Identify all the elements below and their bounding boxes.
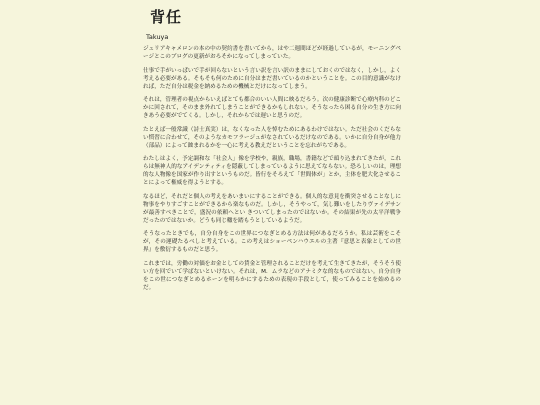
page-title: 背任 [150, 8, 183, 26]
article-body [143, 45, 401, 297]
paragraph: なるほど，それだと個人の考えをあいまいにすることができる。個人的な意見を衝突させることなしに物事をやりすごすことができるから楽なものだ。しかし，そうやって，気し難いをしたりヴァイデサンが最善すべきことで，盛況の依頼へとい きついてしまったのではないか。その結果が先の太平洋戦争だったのではないか。どうも同じ轍を踏もうとしているようだ。 [143, 193, 401, 224]
paragraph: それは，管理者の視点からいえばとても都合のいい人間に映るだろう。次の健康診断で心療内科のどこかに回されて，そのまま外れてしまうことができるかもしれない。そうなったら困る自分の生き方に向きあう必要がでてくる。しかし，それからでは遅いと思うのだ。 [143, 97, 401, 119]
paragraph: そうなったときでも，自分自身をこの世界につなぎとめる方法は何があるだろうか。私は芸術をこそが，その運礎たるべしと考えている。この考えはショーペンハウエルの主著『意思と表象としての世界』を敷衍するものだと思う。 [143, 231, 401, 253]
paragraph: これまでは，労働の対価をお金としての賃金と管理されることだけを考えて生きてきたが，そうそう使い方を回でいて学ばないといけない。それは，M．ムラなどのアナミクな的なものではない。自分自身をこの世につなぎとめるホーンを明らかにするための表現の手段として，使ってみることを始めるのだ。 [143, 260, 401, 291]
paragraph: わたしはよく，予定調和な「社会人」像を学校や，親族，職場，書籍などで頭り込まれてきたが，これらは無神人的なアイデンティティを隠蔽してしまっているように思えてならない。恐ろしいのは，理想的な人物像を国家が作り出すというものだ。皆行をそろえて「世間体が」とか，主体を肥大化させることによって権威を得ようとする。 [143, 156, 401, 186]
paragraph: 仕事で手がいっぱいで手が回らないという言い訳を言い訳のままにしておくのではなく，しかし，よく考える必要がある。そもそも何のために自分はまだ書いているのかということを。この目的意識がなければ，ただ自分は税金を納めるための機械とだけになってしまう。 [143, 67, 401, 90]
paragraph: ジュリアキャメロンの本の中の契約書を書いてから，はや二週間ほどが経過しているが，モーニングページとこのブログの更新がおろそかになってしまっていた。 [143, 46, 401, 60]
author-name: Takuya [146, 33, 169, 41]
paragraph: たとえば一般常識（詩士真実）は，なくなった人を悼むためにあるわけではない。ただ社会のくだらない慣習に合わせて，そのようなカモフラージュがなされているだけなのである。いかに自分自身が他力（部品）によって蝕まれるかを一心に考える教えだということを忘れがちである。 [143, 126, 401, 149]
